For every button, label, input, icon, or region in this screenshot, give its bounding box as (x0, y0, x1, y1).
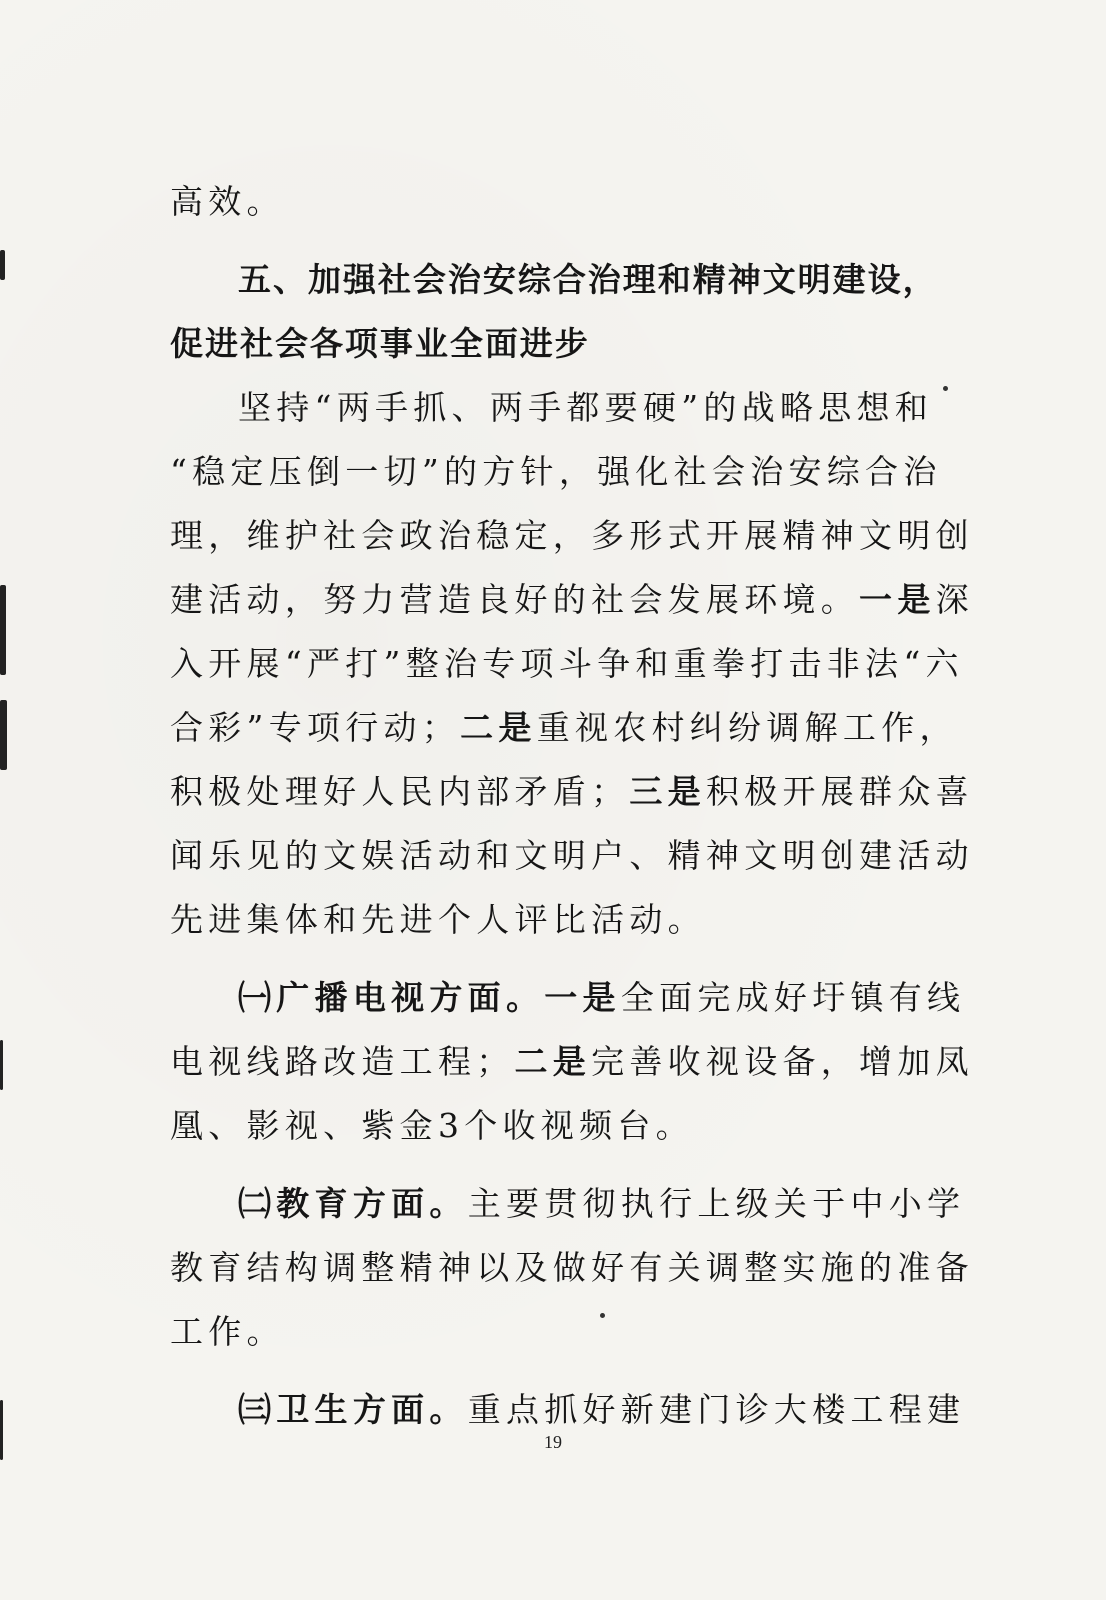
bold-keyword: 二是 (460, 708, 537, 747)
bold-keyword: 三是 (629, 772, 706, 811)
document-body (170, 170, 974, 1442)
paragraph-line (170, 568, 974, 632)
section-heading-line-1: 五、加强社会治安综合治理和精神文明建设， (238, 260, 938, 299)
paragraph-line: 入开展“严打”整治专项斗争和重拳打击非法“六 (170, 644, 964, 683)
paragraph-line: “稳定压倒一切”的方针，强化社会治安综合治 (170, 452, 942, 491)
line-text: 主要贯彻执行上级关于中小学 (467, 1184, 966, 1223)
paragraph-line: 工作。 (170, 1312, 285, 1351)
paragraph-line: 坚持“两手抓、两手都要硬”的战略思想和 (238, 388, 934, 427)
paragraph-line: 闻乐见的文娱活动和文明户、精神文明创建活动 (170, 836, 974, 875)
line-text: 合彩”专项行动； (170, 708, 461, 747)
line-text: 重视农村纠纷调解工作， (536, 708, 958, 747)
continued-line: 高效。 (170, 182, 285, 221)
line-text: 积极处理好人民内部矛盾； (170, 772, 630, 811)
line-text: 积极开展群众喜 (705, 772, 974, 811)
paragraph-line (170, 696, 958, 760)
line-text: 建活动，努力营造良好的社会发展环境。 (170, 580, 860, 619)
bold-keyword: ㈠广播电视方面。一是 (238, 978, 621, 1017)
paragraph-line: 先进集体和先进个人评比活动。 (170, 900, 706, 939)
page-number: 19 (544, 1432, 562, 1452)
paragraph-line: 理，维护社会政治稳定，多形式开展精神文明创 (170, 516, 974, 555)
line-text: 深 (935, 580, 974, 619)
paragraph-line: 教育结构调整精神以及做好有关调整实施的准备 (170, 1248, 974, 1287)
scan-edge-mark (0, 700, 7, 770)
bold-keyword: 一是 (859, 580, 936, 619)
bold-keyword: 二是 (514, 1042, 592, 1081)
section-heading-line-2: 促进社会各项事业全面进步 (170, 324, 590, 363)
subsection-broadcast-line (170, 966, 966, 1030)
bold-keyword: ㈡教育方面。 (238, 1184, 468, 1223)
bold-keyword: ㈢卫生方面。 (238, 1390, 468, 1429)
scan-edge-mark (0, 585, 6, 675)
line-text: 电视线路改造工程； (170, 1042, 515, 1081)
line-text: 全面完成好圩镇有线 (620, 978, 966, 1017)
paragraph-line: 凰、影视、紫金3个收视频台。 (170, 1106, 694, 1145)
scan-speck (943, 386, 948, 391)
scan-edge-mark (0, 250, 5, 280)
line-text: 重点抓好新建门诊大楼工程建 (467, 1390, 966, 1429)
paragraph-line (170, 1030, 974, 1094)
subsection-education-line (170, 1172, 966, 1236)
paragraph-line (170, 760, 974, 824)
line-text: 完善收视设备，增加凤 (591, 1042, 974, 1081)
scan-edge-mark (0, 1040, 3, 1090)
